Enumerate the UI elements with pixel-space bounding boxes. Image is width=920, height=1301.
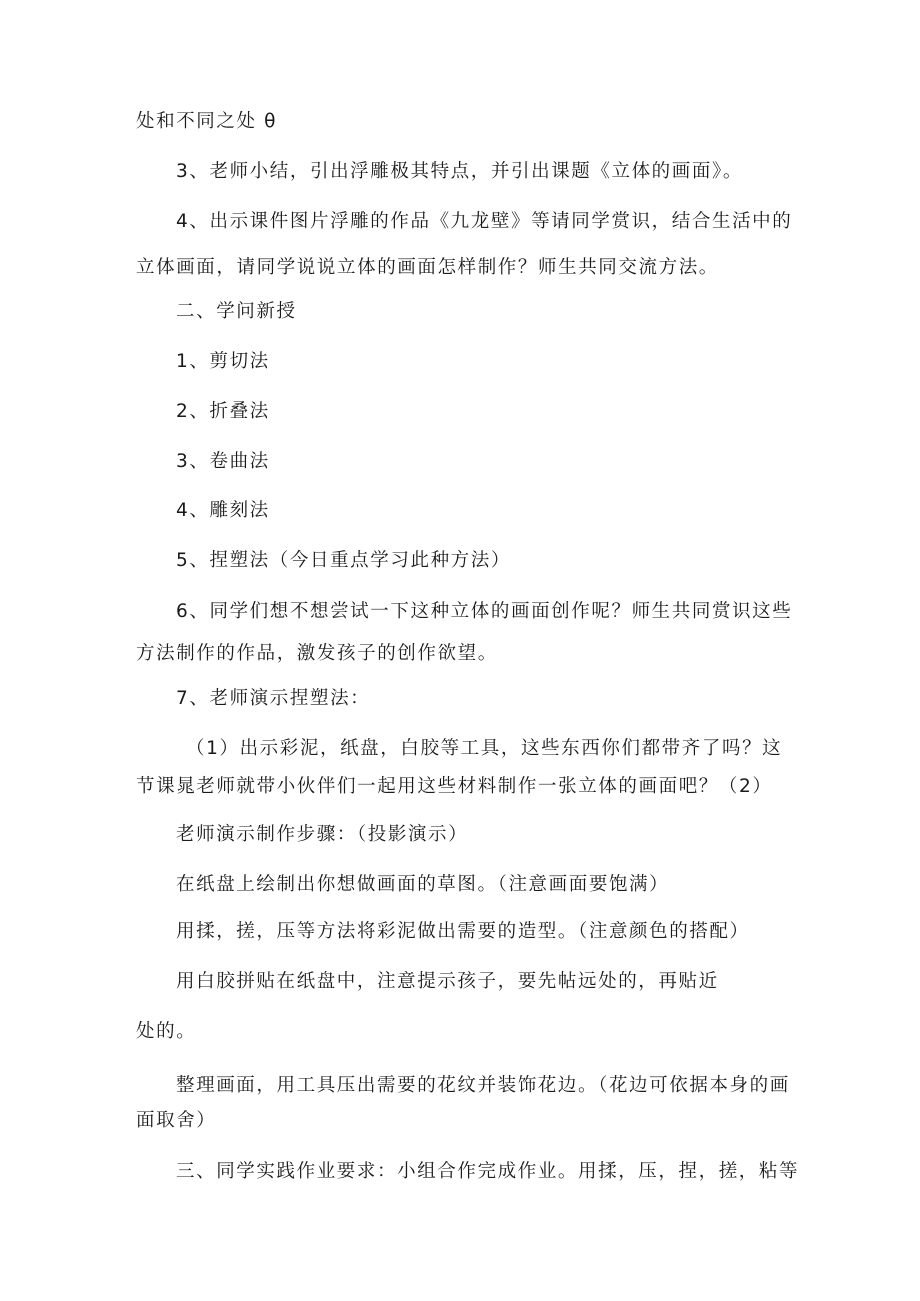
text-line-continuation: 处和不同之处 θ [136, 111, 277, 132]
list-item-folding: 2、折叠法 [176, 401, 270, 422]
text-line-step-draft: 在纸盘上绘制出你想做画面的草图。（注意画面要饱满） [176, 874, 670, 895]
text-line-step-finish: 整理画面，用工具压出需要的花纹并装饰花边。（花边可依据本身的画 [176, 1075, 790, 1096]
text-line-step-finish-cont: 面取舍） [136, 1110, 217, 1131]
text-line-step-shape: 用揉，搓，压等方法将彩泥做出需要的造型。（注意颜色的搭配） [176, 921, 750, 942]
text-line-try-creation: 6、同学们想不想尝试一下这种立体的画面创作呢？师生共同赏识这些 [176, 601, 793, 622]
text-line-show-works: 4、出示课件图片浮雕的作品《九龙壁》等请同学赏识，结合生活中的 [176, 211, 793, 232]
list-item-curling: 3、卷曲法 [176, 451, 270, 472]
section-heading-new-knowledge: 二、学问新授 [176, 301, 297, 322]
text-line-step-paste: 用白胶拼贴在纸盘中，注意提示孩子，要先帖远处的，再贴近 [176, 971, 719, 992]
text-line-show-materials-cont: 节课晁老师就带小伙伴们一起用这些材料制作一张立体的画面吧？（2） [136, 776, 773, 797]
text-line-show-materials: （1）出示彩泥，纸盘，白胶等工具，这些东西你们都带齐了吗？这 [186, 738, 783, 759]
list-item-sculpting: 5、捏塑法（今日重点学习此种方法） [176, 550, 511, 571]
text-line-teacher-summary: 3、老师小结，引出浮雕极其特点，并引出课题《立体的画面》。 [176, 161, 743, 182]
text-line-step-paste-cont: 处的。 [136, 1021, 197, 1042]
text-line-show-works-cont: 立体画面，请同学说说立体的画面怎样制作？师生共同交流方法。 [136, 257, 719, 278]
text-line-demo-steps: 老师演示制作步骤：（投影演示） [176, 824, 469, 845]
section-heading-practice: 三、同学实践作业要求：小组合作完成作业。用揉，压，捏，搓，粘等 [176, 1161, 800, 1182]
list-item-carving: 4、雕刻法 [176, 500, 270, 521]
text-line-demo-method: 7、老师演示捏塑法： [176, 688, 371, 709]
list-item-cutting: 1、剪切法 [176, 351, 270, 372]
text-line-try-creation-cont: 方法制作的作品，激发孩子的创作欲望。 [136, 643, 498, 664]
